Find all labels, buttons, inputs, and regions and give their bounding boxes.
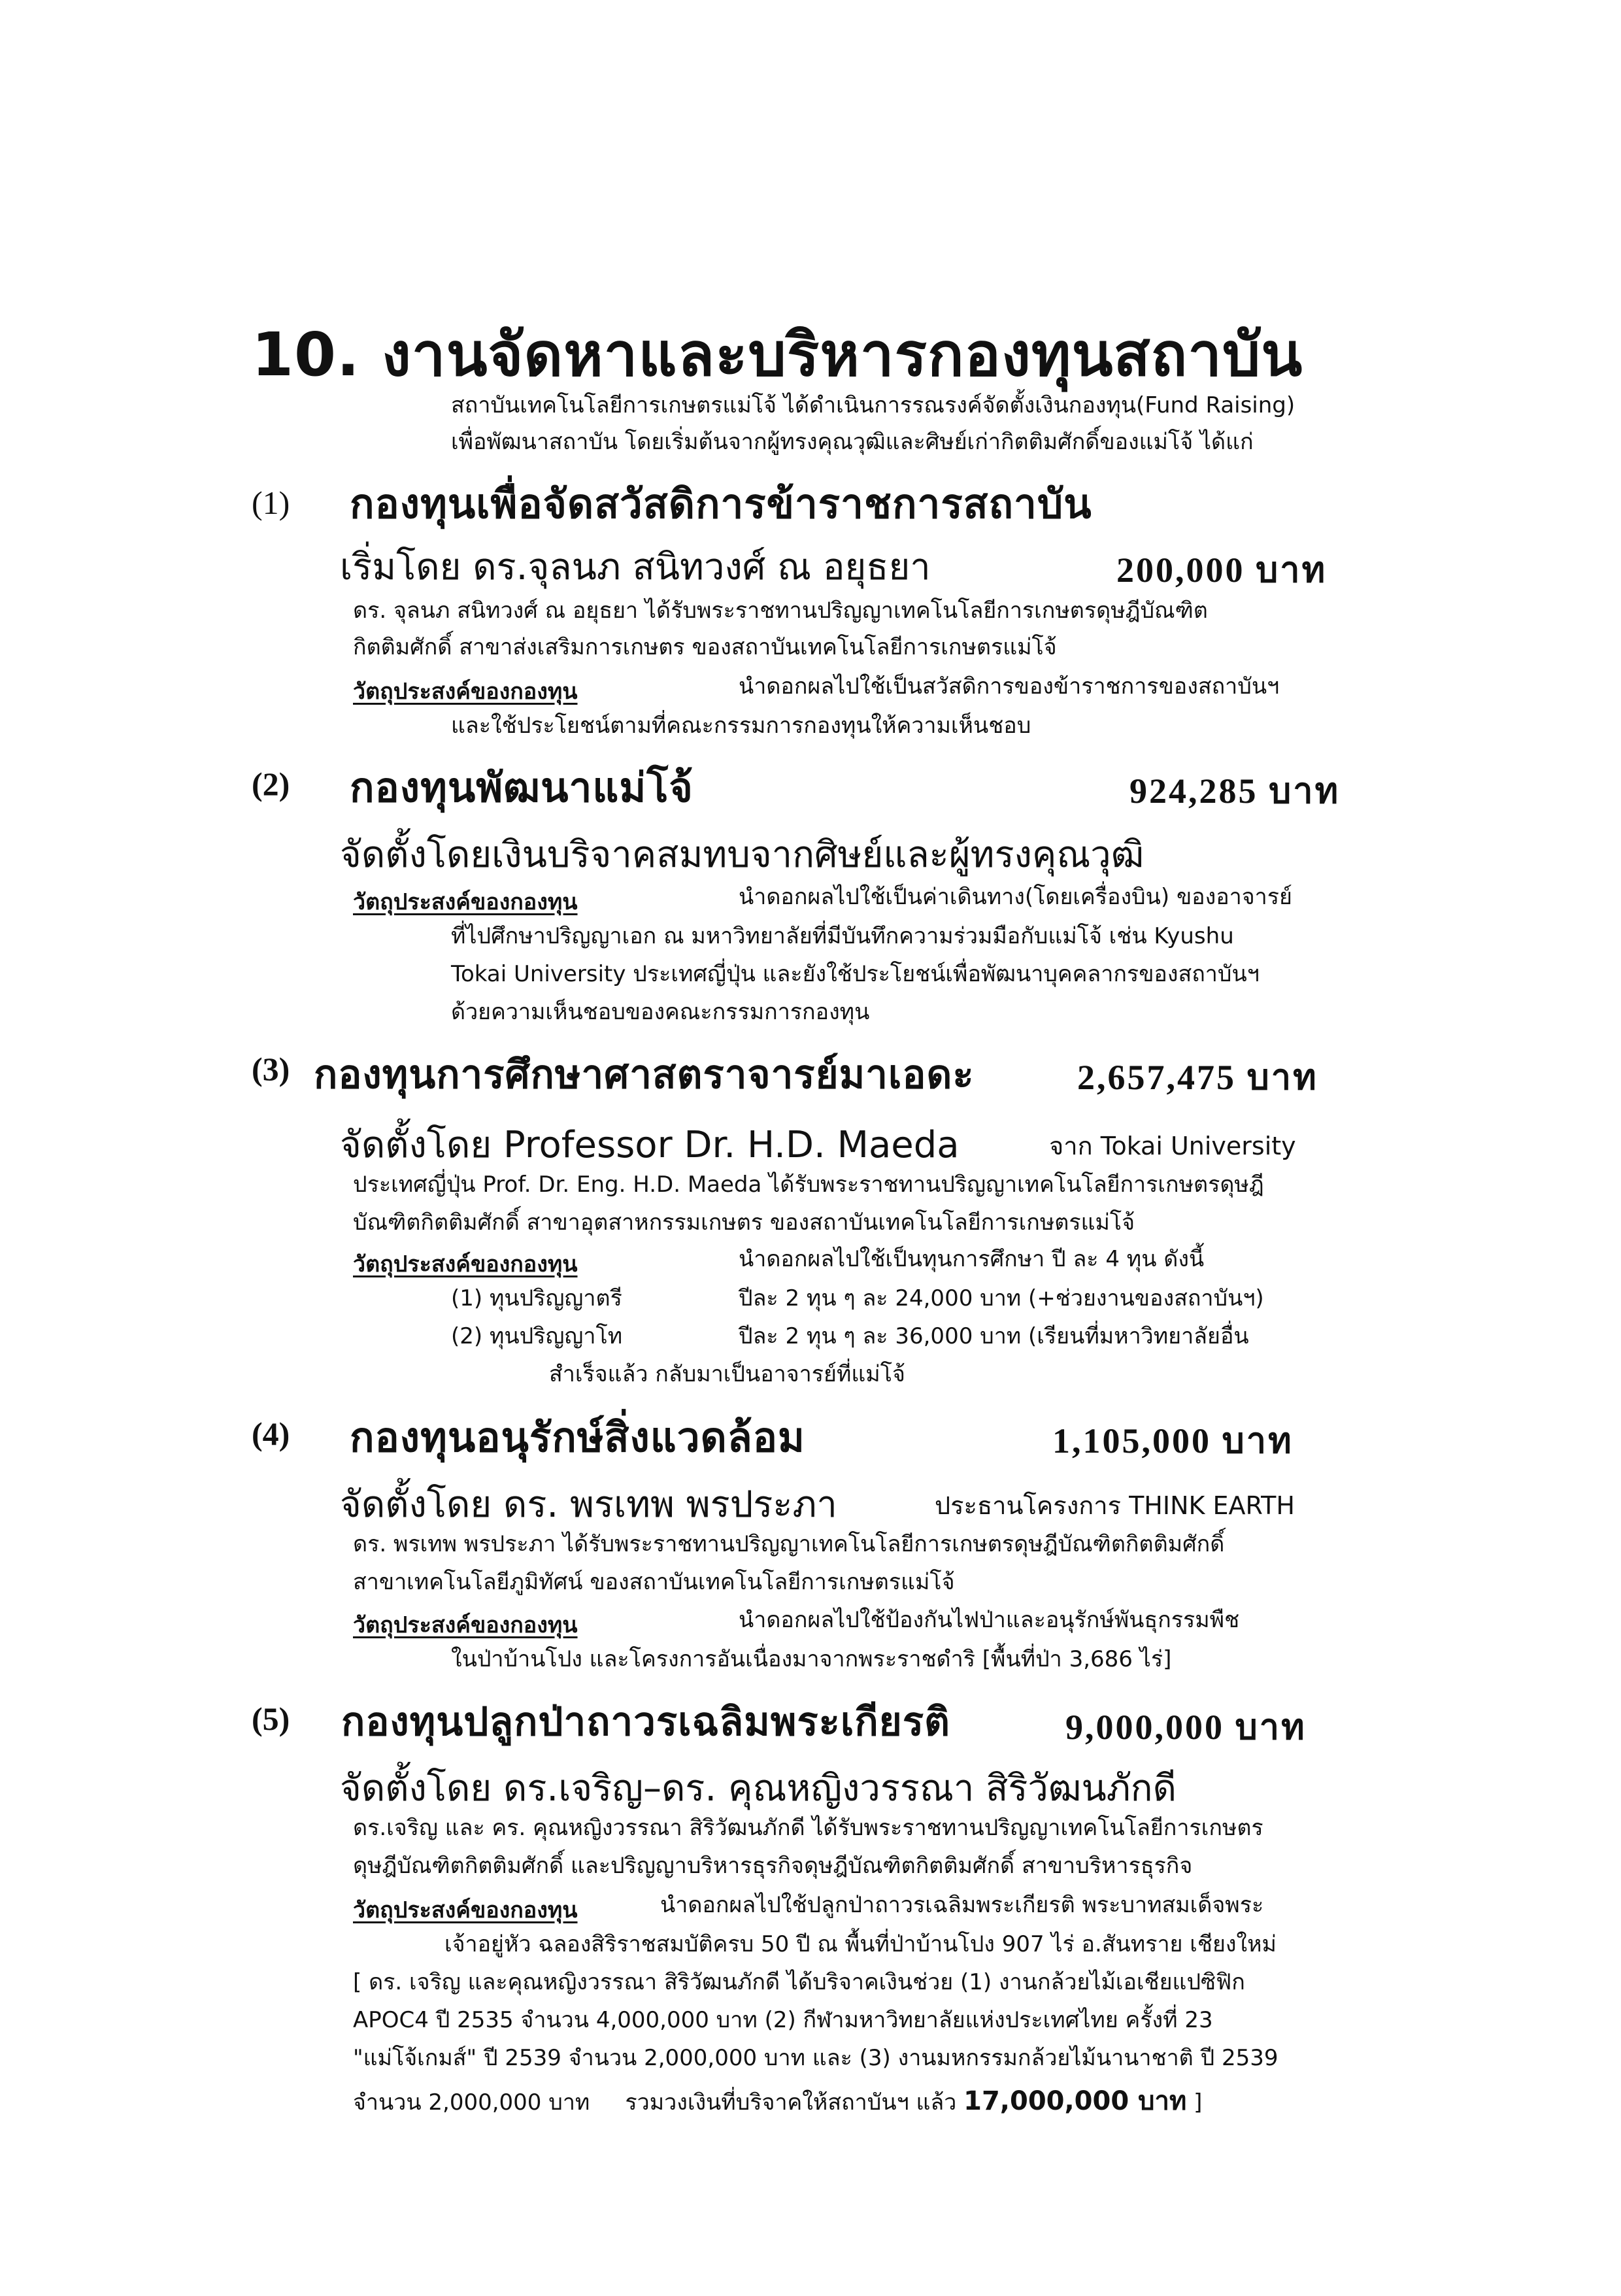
fund-3-founder: จัดตั้งโดย Professor Dr. H.D. Maeda — [340, 1124, 960, 1166]
fund-1-founder: เริ่มโดย ดร.จุลนภ สนิทวงศ์ ณ อยุธยา — [340, 546, 931, 588]
fund-3-desc-1: ประเทศญี่ปุ่น Prof. Dr. Eng. H.D. Maeda ได้รับพระราชทานปริญญาเทคโนโลยีการเกษตรดุษฎี — [353, 1172, 1264, 1198]
fund-3-scholarship-2-detail: ปีละ 2 ทุน ๆ ละ 36,000 บาท (เรียนที่มหาวิทยาลัยอื่น — [739, 1323, 1249, 1349]
fund-3-objective: นำดอกผลไปใช้เป็นทุนการศึกษา ปี ละ 4 ทุน ดังนี้ — [739, 1246, 1205, 1272]
fund-3-number: (3) — [252, 1051, 290, 1087]
fund-4-amount: 1,105,000 บาท — [1052, 1421, 1294, 1460]
fund-2-name: กองทุนพัฒนาแม่โจ้ — [350, 764, 694, 811]
fund-1-objective-label: วัตถุประสงค์ของกองทุน — [353, 679, 578, 705]
fund-4-objective-label: วัตถุประสงค์ของกองทุน — [353, 1612, 578, 1638]
fund-5-amount: 9,000,000 บาท — [1065, 1708, 1307, 1747]
fund-3-objective-label: วัตถุประสงค์ของกองทุน — [353, 1251, 578, 1277]
fund-5-objective-label: วัตถุประสงค์ของกองทุน — [353, 1897, 578, 1923]
fund-5-note-4 — [353, 2085, 1202, 2117]
fund-5-desc-1: ดร.เจริญ และ คร. คุณหญิงวรรณา สิริวัฒนภักดี ได้รับพระราชทานปริญญาเทคโนโลยีการเกษตร — [353, 1815, 1263, 1841]
fund-5-name: กองทุนปลูกป่าถาวรเฉลิมพระเกียรติ — [341, 1699, 951, 1745]
fund-4-desc-1: ดร. พรเทพ พรประภา ได้รับพระราชทานปริญญาเทคโนโลยีการเกษตรดุษฎีบัณฑิตกิตติมศักดิ์ — [353, 1531, 1225, 1557]
fund-1-desc-2: กิตติมศักดิ์ สาขาส่งเสริมการเกษตร ของสถาบันเทคโนโลยีการเกษตรแม่โจ้ — [353, 634, 1057, 660]
page-title: 10. งานจัดหาและบริหารกองทุนสถาบัน — [252, 320, 1303, 390]
fund-5-note-prefix: จำนวน 2,000,000 บาท รวมวงเงินที่บริจาคให้สถาบันฯ แล้ว — [353, 2089, 964, 2116]
fund-1-amount: 200,000 บาท — [1116, 550, 1328, 590]
fund-1-desc-1: ดร. จุลนภ สนิทวงศ์ ณ อยุธยา ได้รับพระราชทานปริญญาเทคโนโลยีการเกษตรดุษฎีบัณฑิต — [353, 598, 1208, 624]
fund-3-name: กองทุนการศึกษาศาสตราจารย์มาเอดะ — [314, 1052, 975, 1098]
fund-2-objective-cont-3: ด้วยความเห็นชอบของคณะกรรมการกองทุน — [451, 999, 870, 1025]
fund-5-objective-cont-1: เจ้าอยู่หัว ฉลองสิริราชสมบัติครบ 50 ปี ณ พื้นที่ป่าบ้านโปง 907 ไร่ อ.สันทราย เชียงใหม่ — [444, 1931, 1277, 1957]
intro-line-1: สถาบันเทคโนโลยีการเกษตรแม่โจ้ ได้ดำเนินการรณรงค์จัดตั้งเงินกองทุน(Fund Raising) — [451, 392, 1295, 418]
fund-2-founder: จัดตั้งโดยเงินบริจาคสมทบจากศิษย์และผู้ทรงคุณวุฒิ — [340, 834, 1145, 876]
fund-3-scholarship-note: สำเร็จแล้ว กลับมาเป็นอาจารย์ที่แม่โจ้ — [549, 1361, 905, 1387]
fund-2-objective-label: วัตถุประสงค์ของกองทุน — [353, 889, 578, 915]
fund-1-objective-cont-1: และใช้ประโยชน์ตามที่คณะกรรมการกองทุนให้ความเห็นชอบ — [451, 713, 1031, 739]
fund-4-desc-2: สาขาเทคโนโลยีภูมิทัศน์ ของสถาบันเทคโนโลยีการเกษตรแม่โจ้ — [353, 1569, 955, 1595]
fund-5-number: (5) — [252, 1700, 290, 1737]
fund-4-objective: นำดอกผลไปใช้ป้องกันไฟป่าและอนุรักษ์พันธุกรรมพืช — [739, 1607, 1240, 1633]
fund-3-scholarship-1-label: (1) ทุนปริญญาตรี — [451, 1285, 622, 1311]
fund-5-founder: จัดตั้งโดย ดร.เจริญ–ดร. คุณหญิงวรรณา สิริวัฒนภักดี — [340, 1767, 1177, 1810]
fund-5-note-close: ] — [1186, 2089, 1203, 2116]
fund-4-objective-cont-1: ในป่าบ้านโปง และโครงการอันเนื่องมาจากพระราชดำริ [พื้นที่ป่า 3,686 ไร่] — [451, 1646, 1172, 1672]
fund-2-amount: 924,285 บาท — [1129, 771, 1341, 811]
fund-3-amount: 2,657,475 บาท — [1077, 1058, 1318, 1097]
fund-3-scholarship-1-detail: ปีละ 2 ทุน ๆ ละ 24,000 บาท (+ช่วยงานของสถาบันฯ) — [739, 1285, 1264, 1311]
fund-3-desc-2: บัณฑิตกิตติมศักดิ์ สาขาอุตสาหกรรมเกษตร ของสถาบันเทคโนโลยีการเกษตรแม่โจ้ — [353, 1209, 1135, 1236]
fund-2-objective: นำดอกผลไปใช้เป็นค่าเดินทาง(โดยเครื่องบิน) ของอาจารย์ — [739, 884, 1292, 910]
fund-4-founder: จัดตั้งโดย ดร. พรเทพ พรประภา — [340, 1483, 837, 1526]
intro-line-2: เพื่อพัฒนาสถาบัน โดยเริ่มต้นจากผู้ทรงคุณวุฒิและศิษย์เก่ากิตติมศักดิ์ของแม่โจ้ ได้แก่ — [451, 429, 1254, 455]
fund-3-scholarship-2-label: (2) ทุนปริญญาโท — [451, 1323, 623, 1349]
fund-1-objective: นำดอกผลไปใช้เป็นสวัสดิการของข้าราชการของสถาบันฯ — [739, 673, 1280, 700]
fund-5-note-1: [ ดร. เจริญ และคุณหญิงวรรณา สิริวัฒนภักดี ได้บริจาคเงินช่วย (1) งานกล้วยไม้เอเชียแปซิฟิก — [353, 1969, 1245, 1995]
fund-5-objective: นำดอกผลไปใช้ปลูกป่าถาวรเฉลิมพระเกียรติ พระบาทสมเด็จพระ — [660, 1892, 1264, 1918]
fund-2-objective-cont-2: Tokai University ประเทศญี่ปุ่น และยังใช้ประโยชน์เพื่อพัฒนาบุคคลากรของสถาบันฯ — [451, 961, 1260, 987]
fund-3-founder-suffix: จาก Tokai University — [1049, 1132, 1296, 1160]
fund-2-objective-cont-1: ที่ไปศึกษาปริญญาเอก ณ มหาวิทยาลัยที่มีบันทึกความร่วมมือกับแม่โจ้ เช่น Kyushu — [451, 923, 1234, 949]
fund-5-note-3: "แม่โจ้เกมส์" ปี 2539 จำนวน 2,000,000 บาท และ (3) งานมหกรรมกล้วยไม้นานาชาติ ปี 2539 — [353, 2045, 1278, 2071]
fund-5-note-total: 17,000,000 บาท — [963, 2086, 1187, 2116]
fund-5-note-2: APOC4 ปี 2535 จำนวน 4,000,000 บาท (2) กีฬามหาวิทยาลัยแห่งประเทศไทย ครั้งที่ 23 — [353, 2007, 1213, 2033]
fund-4-founder-suffix: ประธานโครงการ THINK EARTH — [935, 1491, 1295, 1520]
fund-2-number: (2) — [252, 766, 290, 802]
fund-1-name: กองทุนเพื่อจัดสวัสดิการข้าราชการสถาบัน — [350, 480, 1092, 528]
fund-5-desc-2: ดุษฎีบัณฑิตกิตติมศักดิ์ และปริญญาบริหารธุรกิจดุษฎีบัณฑิตกิตติมศักดิ์ สาขาบริหารธุรกิจ — [353, 1853, 1193, 1879]
fund-1-number: (1) — [252, 484, 290, 521]
fund-4-name: กองทุนอนุรักษ์สิ่งแวดล้อม — [350, 1413, 805, 1461]
fund-4-number: (4) — [252, 1415, 290, 1452]
